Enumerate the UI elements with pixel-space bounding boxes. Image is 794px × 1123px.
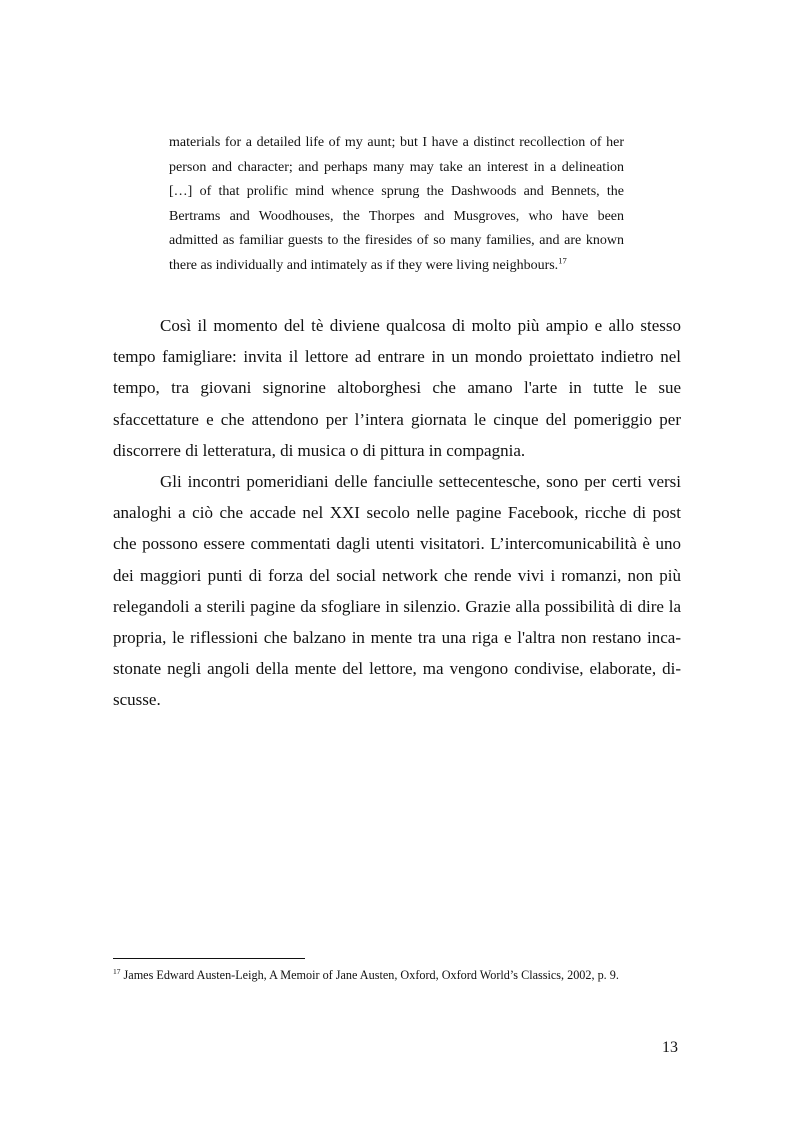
paragraph-line: Così il momento del tè diviene qualcosa di molto più ampio e allo stesso: [160, 316, 681, 335]
paragraph-line: propria, le riflessioni che balzano in mente tra una riga e l'altra non restano inca-: [113, 628, 681, 648]
paragraph-line: tempo famigliare: invita il lettore ad entrare in un mondo proiettato indietro nel: [113, 347, 681, 367]
body-text: [113, 310, 681, 716]
quote-line: admitted as familiar guests to the firesides of so many families, and are known: [169, 233, 624, 249]
quote-line: person and character; and perhaps many may take an interest in a delineation: [169, 159, 624, 175]
page-number: 13: [662, 1039, 678, 1056]
paragraph-line: tempo, tra giovani signorine altoborghesi che amano l'arte in tutte le sue: [113, 378, 681, 398]
paragraph-line: dei maggiori punti di forza del social network che rende vivi i romanzi, non più: [113, 565, 681, 585]
footnote-number: 17: [113, 966, 121, 976]
quote-line: […] of that prolific mind whence sprung the Dashwoods and Bennets, the: [169, 184, 624, 200]
quote-line: materials for a detailed life of my aunt; but I have a distinct recollection of her: [169, 135, 624, 150]
paragraph-line: Gli incontri pomeridiani delle fanciulle settecentesche, sono per certi versi: [160, 472, 681, 492]
footnote-text: James Edward Austen-Leigh, A Memoir of Jane Austen, Oxford, Oxford World’s Classics, 2002, p. 9.: [120, 968, 619, 982]
quote-line-last: [169, 254, 624, 279]
paragraph-line: stonate negli angoli della mente del lettore, ma vengono condivise, elaborate, di-: [113, 659, 681, 679]
footnote: [113, 967, 619, 983]
paragraph-line: discorrere di letteratura, di musica o di pittura in compagnia.: [113, 440, 526, 460]
paragraph-line: analoghi a ciò che accade nel XXI secolo nelle pagine Facebook, ricche di post: [113, 503, 681, 523]
paragraph-line: scusse.: [113, 690, 161, 710]
quote-line: Bertrams and Woodhouses, the Thorpes and Musgroves, who have been: [169, 208, 624, 224]
paragraph-line: che possono essere commentati dagli utenti visitatori. L’intercomunicabilità è uno: [113, 534, 681, 554]
footnote-reference: 17: [558, 255, 567, 266]
paragraph-line: sfaccettature e che attendono per l’intera giornata le cinque del pomeriggio per: [113, 409, 681, 429]
quote-line-text: there as individually and intimately as if they were living neighbours.: [169, 257, 559, 273]
block-quotation: [169, 131, 624, 279]
paragraph-line: relegandoli a sterili pagine da sfogliare in silenzio. Grazie alla possibilità di dire la: [113, 596, 681, 616]
footnote-separator: [113, 958, 305, 959]
